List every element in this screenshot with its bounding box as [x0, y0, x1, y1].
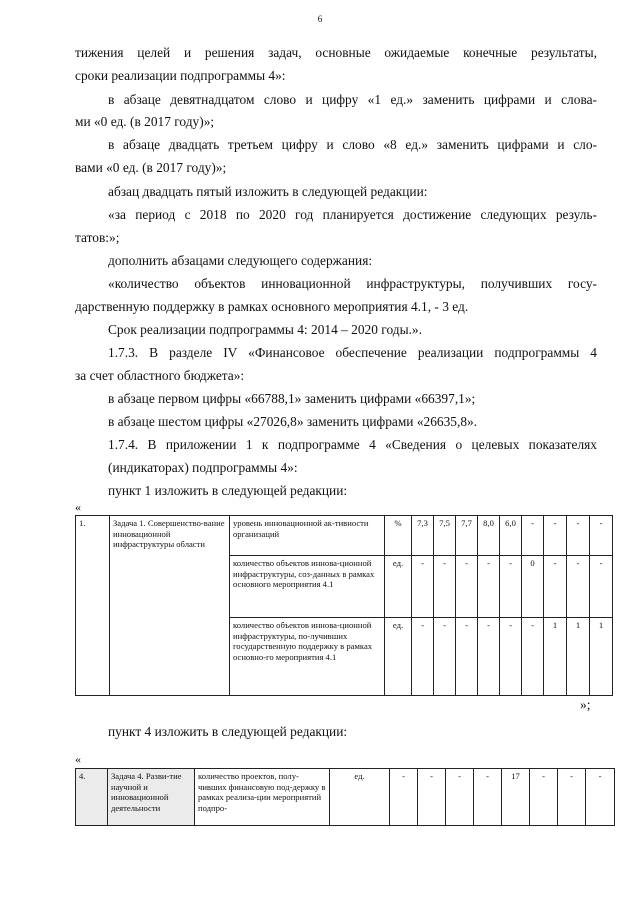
table-row [76, 516, 613, 556]
paragraph-line: в абзаце двадцать третьем цифру и слово «8 ед.» заменить цифрами и сло- [108, 137, 597, 152]
value-cell: - [456, 618, 478, 696]
paragraph-line: дополнить абзацами следующего содержания: [108, 253, 373, 268]
paragraph-line: 1.7.4. В приложении 1 к подпрограмме 4 «Сведения о целевых показателях [108, 437, 597, 452]
paragraph-line: татов:»; [75, 230, 120, 245]
value-cell: 7,7 [456, 516, 478, 556]
value-cell: - [522, 618, 544, 696]
paragraph-line: в абзаце шестом цифры «27026,8» заменить цифрами «26635,8». [108, 414, 478, 429]
value-cell: - [418, 769, 446, 826]
close-quote: »; [580, 697, 591, 712]
value-cell: - [586, 769, 615, 826]
value-cell: - [544, 556, 567, 618]
value-cell: 7,3 [412, 516, 434, 556]
paragraph-line: (индикаторах) подпрограммы 4»: [108, 460, 298, 475]
paragraph-line: пункт 1 изложить в следующей редакции: [108, 483, 348, 498]
indicators-table-2 [75, 768, 615, 826]
value-cell: - [567, 516, 590, 556]
paragraph-line: за счет областного бюджета»: [75, 368, 245, 383]
value-cell: 1 [567, 618, 590, 696]
value-cell: 17 [502, 769, 530, 826]
value-cell: 1 [544, 618, 567, 696]
paragraph-line: Срок реализации подпрограммы 4: 2014 – 2020 годы.». [108, 322, 422, 337]
value-cell: 8,0 [478, 516, 500, 556]
value-cell: - [558, 769, 586, 826]
value-cell: - [390, 769, 418, 826]
value-cell: - [474, 769, 502, 826]
indicators-table-1 [75, 515, 613, 696]
paragraph-line: сроки реализации подпрограммы 4»: [75, 68, 286, 83]
indicator-cell: количество объектов иннова-ционной инфраструктуры, соз-данных в рамках основного мероприятия 4.1 [230, 556, 385, 618]
paragraph-line: «количество объектов инновационной инфраструктуры, получивших госу- [108, 276, 597, 291]
unit-cell: ед. [385, 618, 412, 696]
unit-cell: ед. [385, 556, 412, 618]
value-cell: - [412, 556, 434, 618]
table-row [76, 769, 615, 826]
row-number: 4. [76, 769, 108, 826]
value-cell: - [478, 618, 500, 696]
value-cell: - [590, 556, 613, 618]
paragraph-line: абзац двадцать пятый изложить в следующей редакции: [108, 184, 428, 199]
paragraph-line: ми «0 ед. (в 2017 году)»; [75, 114, 215, 129]
paragraph-line: дарственную поддержку в рамках основного мероприятия 4.1, - 3 ед. [75, 299, 469, 314]
unit-cell: ед. [330, 769, 390, 826]
value-cell: - [590, 516, 613, 556]
task-cell: Задача 1. Совершенство-вание инновационной инфраструктуры области [110, 516, 230, 696]
paragraph-line: в абзаце первом цифры «66788,1» заменить цифрами «66397,1»; [108, 391, 476, 406]
task-cell: Задача 4. Разви-тие научной и инновационной деятельности [108, 769, 195, 826]
value-cell: 0 [522, 556, 544, 618]
value-cell: - [544, 516, 567, 556]
value-cell: - [434, 556, 456, 618]
open-quote: « [75, 752, 81, 766]
indicator-cell: количество объектов иннова-ционной инфраструктуры, по-лучивших государственную поддержку в рамках основно-го мероприятия 4.1 [230, 618, 385, 696]
value-cell: - [446, 769, 474, 826]
indicator-cell: количество проектов, полу-чивших финансовую под-держку в рамках реализа-ции мероприятий подпро- [195, 769, 330, 826]
unit-cell: % [385, 516, 412, 556]
value-cell: - [478, 556, 500, 618]
paragraph-line: «за период с 2018 по 2020 год планируется достижение следующих резуль- [108, 207, 597, 222]
paragraph-line: в абзаце девятнадцатом слово и цифру «1 ед.» заменить цифрами и слова- [108, 92, 597, 107]
value-cell: - [456, 556, 478, 618]
value-cell: 6,0 [500, 516, 522, 556]
value-cell: - [434, 618, 456, 696]
paragraph-line: 1.7.3. В разделе IV «Финансовое обеспечение реализации подпрограммы 4 [108, 345, 597, 360]
value-cell: - [522, 516, 544, 556]
value-cell: - [567, 556, 590, 618]
open-quote: « [75, 500, 81, 514]
value-cell: - [412, 618, 434, 696]
paragraph-line: пункт 4 изложить в следующей редакции: [108, 724, 348, 739]
row-number: 1. [76, 516, 110, 696]
page-number: 6 [317, 14, 323, 24]
paragraph-line: тижения целей и решения задач, основные ожидаемые конечные результаты, [75, 45, 597, 60]
indicator-cell: уровень инновационной ак-тивности организаций [230, 516, 385, 556]
value-cell: - [530, 769, 558, 826]
value-cell: 7,5 [434, 516, 456, 556]
value-cell: 1 [590, 618, 613, 696]
paragraph-line: вами «0 ед. (в 2017 году)»; [75, 160, 227, 175]
value-cell: - [500, 618, 522, 696]
value-cell: - [500, 556, 522, 618]
